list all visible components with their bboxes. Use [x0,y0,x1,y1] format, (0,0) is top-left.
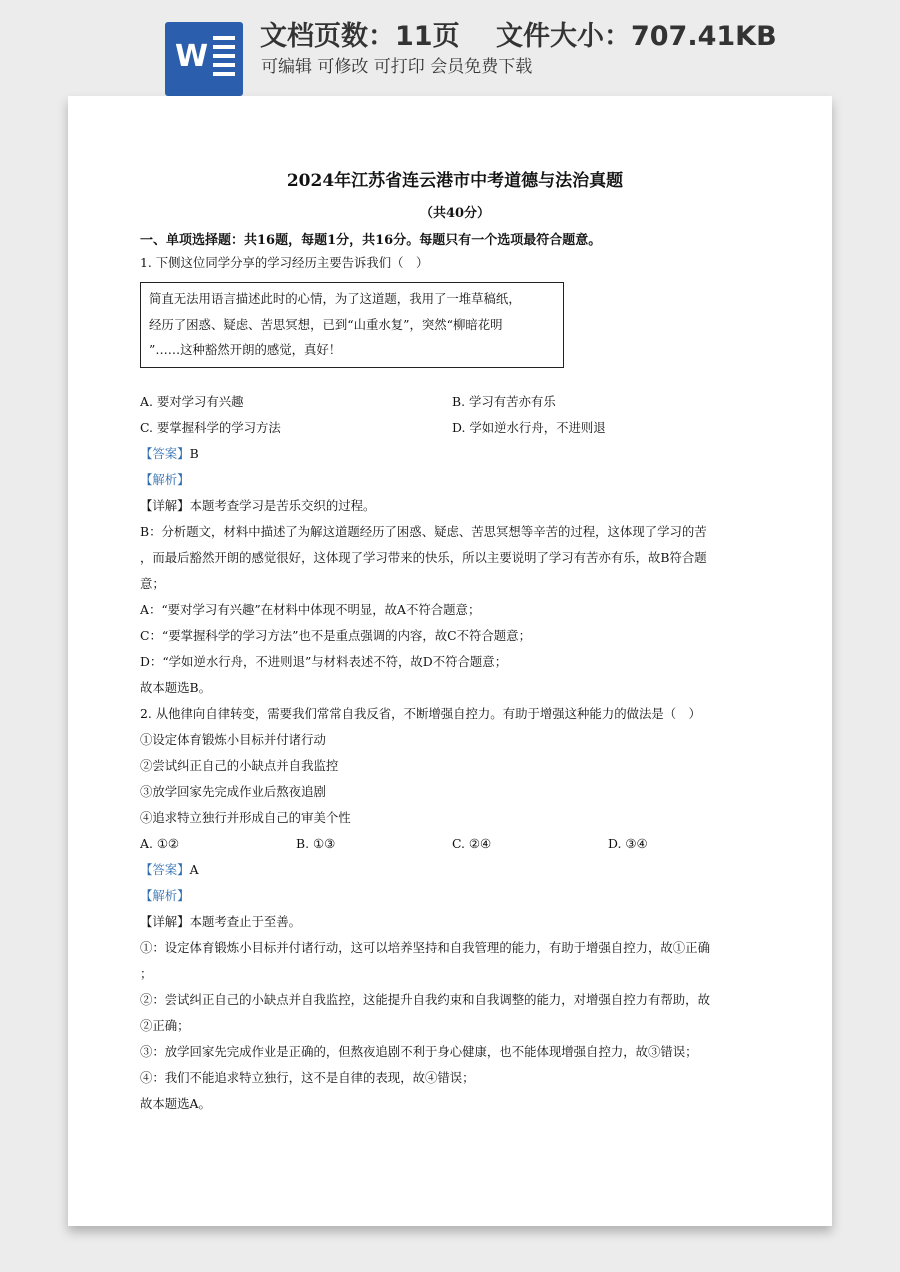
answer-value: B [189,446,199,461]
analysis-tag: 【解析】 [140,888,190,903]
banner-subtitle: 可编辑 可修改 可打印 会员免费下载 [261,57,533,77]
detail-line [140,497,375,515]
document-title: 2024年江苏省连云港市中考道德与法治真题 [286,171,624,191]
explanation-line: ④：我们不能追求特立独行，这不是自律的表现，故④错误； [140,1070,475,1085]
option-b: B. ①③ [296,836,336,851]
answer-tag: 【答案】 [140,862,190,877]
detail-line [140,913,301,931]
banner-title: 文档页数：11页 文件大小：707.41KB [260,21,777,52]
banner [0,0,900,100]
statement-item: ④追求特立独行并形成自己的审美个性 [140,810,351,825]
statement-item: ③放学回家先完成作业后熬夜追剧 [140,784,326,799]
answer-value: A [189,862,199,877]
detail-tag: 【详解】 [140,498,190,513]
explanation-line: ③：放学回家先完成作业是正确的，但熬夜追剧不利于身心健康，也不能体现增强自控力，故③错误； [140,1044,698,1059]
section-heading: 一、单项选择题：共16题，每题1分，共16分。每题只有一个选项最符合题意。 [140,233,602,248]
answer-line [140,445,199,463]
detail-text: 本题考查学习是苦乐交织的过程。 [189,498,376,513]
answer-tag: 【答案】 [140,446,190,461]
explanation-line: ①：设定体育锻炼小目标并付诸行动，这可以培养坚持和自我管理的能力，有助于增强自控力，故①正确 [140,940,710,955]
analysis-tag: 【解析】 [140,472,190,487]
word-document-icon [165,22,243,96]
answer-line [140,861,199,879]
quote-box [140,282,564,368]
explanation-line: D：“学如逆水行舟，不进则退”与材料表述不符，故D不符合题意； [140,654,508,669]
quote-line: ”……这种豁然开朗的感觉，真好！ [149,342,342,357]
option-c: C. 要掌握科学的学习方法 [140,420,281,435]
explanation-line: ②：尝试纠正自己的小缺点并自我监控，这能提升自我约束和自我调整的能力，对增强自控力有帮助，故 [140,992,710,1007]
question-2-stem: 2. 从他律向自律转变，需要我们常常自我反省，不断增强自控力。有助于增强这种能力的做法是（ ） [140,706,701,721]
detail-text: 本题考查止于至善。 [189,914,302,929]
option-a: A. 要对学习有兴趣 [140,394,244,409]
explanation-line: B：分析题文，材料中描述了为解这道题经历了困惑、疑虑、苦思冥想等辛苦的过程，这体现了学习的苦 [140,524,707,539]
logo-lines [213,36,235,81]
option-c: C. ②④ [452,836,492,851]
statement-item: ②尝试纠正自己的小缺点并自我监控 [140,758,339,773]
option-d: D. ③④ [608,836,648,851]
option-b: B. 学习有苦亦有乐 [452,394,556,409]
quote-line: 经历了困惑、疑虑、苦思冥想，已到“山重水复”，突然“柳暗花明 [149,317,503,332]
logo-letter: W [175,39,209,74]
explanation-line: ； [140,966,153,981]
explanation-line: ，而最后豁然开朗的感觉很好，这体现了学习带来的快乐，所以主要说明了学习有苦亦有乐，故B符合题 [140,550,707,565]
explanation-line: 故本题选B。 [140,680,212,695]
detail-tag: 【详解】 [140,914,190,929]
statement-item: ①设定体育锻炼小目标并付诸行动 [140,732,326,747]
explanation-line: C：“要掌握科学的学习方法”也不是重点强调的内容，故C不符合题意； [140,628,531,643]
quote-line: 简直无法用语言描述此时的心情，为了这道题，我用了一堆草稿纸， [149,291,521,306]
explanation-line: A：“要对学习有兴趣”在材料中体现不明显，故A不符合题意； [140,602,481,617]
explanation-line: 意； [140,576,165,591]
option-a: A. ①② [140,836,180,851]
explanation-line: 故本题选A。 [140,1096,211,1111]
option-d: D. 学如逆水行舟，不进则退 [452,420,606,435]
question-1-stem: 1. 下侧这位同学分享的学习经历主要告诉我们（ ） [140,255,429,270]
document-page [68,96,832,1226]
explanation-line: ②正确； [140,1018,190,1033]
document-subtitle: （共40分） [419,206,491,221]
